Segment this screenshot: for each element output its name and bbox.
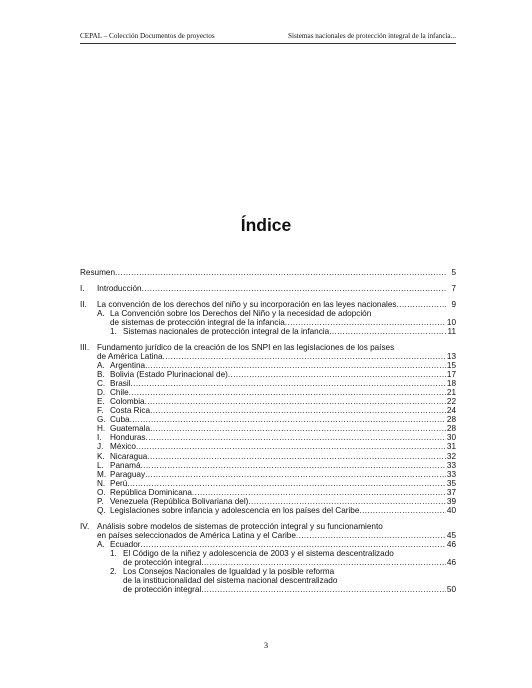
toc-entry-page: 7: [451, 283, 456, 293]
toc-entry-number: 1.: [110, 327, 117, 337]
toc-entry-page: 39: [446, 496, 456, 506]
toc-entry-line: [80, 567, 456, 576]
dot-leader: [192, 488, 446, 497]
dot-leader: [201, 585, 446, 594]
toc-entry-title: Bolivia (Estado Plurinacional de): [110, 370, 228, 380]
toc-entry-line: [80, 497, 456, 506]
toc-entry-title: Perú: [110, 478, 128, 488]
toc-entry-line: [80, 549, 456, 558]
toc-entry-page: 28: [446, 424, 456, 434]
toc-entry-line: [80, 488, 456, 497]
dot-leader: [141, 461, 447, 470]
toc-entry-page: 5: [451, 268, 456, 277]
toc-entry-title: Paraguay: [110, 469, 146, 479]
toc-entry-number: F.: [97, 406, 104, 416]
toc-entry-title: en países seleccionados de América Latina y el Caribe: [97, 530, 296, 540]
toc-entry-title: Análisis sobre modelos de sistemas de protección integral y su funcionamiento: [97, 521, 383, 531]
toc-entry-page: 30: [446, 433, 456, 443]
toc-entry-number: [110, 558, 123, 567]
toc-entry-line: [80, 318, 456, 327]
toc-entry-title: Guatemala: [110, 424, 151, 434]
toc-entry-title: La convención de los derechos del niño y su incorporación en las leyes nacionales: [97, 299, 397, 309]
toc-entry-number: [110, 576, 123, 585]
toc-entry-number: G.: [97, 415, 106, 425]
toc-entry-line: [80, 397, 456, 406]
toc-entry-page: 46: [446, 557, 456, 567]
toc-entry-line: [80, 327, 456, 336]
toc-entry-number: I.: [97, 433, 102, 443]
dot-leader: [329, 327, 446, 336]
header-left: CEPAL – Colección Documentos de proyectos: [80, 32, 215, 40]
toc-entry-title: Honduras: [110, 433, 146, 443]
running-header: [80, 31, 456, 44]
toc-entry-title: Costa Rica: [110, 406, 151, 416]
dot-leader: [397, 300, 447, 309]
toc-entry-page: 50: [446, 585, 456, 595]
toc-entry-page: 17: [446, 370, 456, 380]
toc-entry-number: P.: [97, 496, 104, 506]
toc-entry-page: 15: [446, 361, 456, 371]
header-right: Sistemas nacionales de protección integral de la infancia...: [287, 32, 456, 40]
toc-entry-number: J.: [97, 442, 104, 452]
toc-entry-page: 11: [447, 327, 456, 337]
toc-entry-page: 13: [446, 352, 456, 361]
toc-entry-title: Colombia: [110, 397, 145, 407]
toc-entry-number: N.: [97, 478, 106, 488]
toc-entry-line: [80, 531, 456, 540]
toc-entry-line: [80, 540, 456, 549]
toc-entry-line: [80, 379, 456, 388]
toc-entry-title: Cuba: [110, 415, 130, 425]
dot-leader: [129, 388, 446, 397]
page-title: Índice: [240, 215, 292, 235]
toc-entry-title: Introducción: [97, 283, 142, 293]
toc-entry-page: 28: [446, 415, 456, 425]
toc-entry-title: Chile: [110, 388, 129, 398]
toc-entry-page: 33: [446, 469, 456, 479]
dot-leader: [127, 479, 446, 488]
toc-entry-line: [80, 300, 456, 309]
toc-entry-line: [80, 424, 456, 433]
toc-entry-number: [97, 318, 110, 327]
toc-entry-line: [80, 470, 456, 479]
toc-entry-page: 22: [446, 397, 456, 407]
dot-leader: [130, 415, 446, 424]
dot-leader: [146, 433, 446, 442]
toc-entry-title: Venezuela (República Bolivariana del): [110, 496, 249, 506]
toc-entry-line: [80, 352, 456, 361]
dot-leader: [201, 558, 446, 567]
toc-entry-title: de América Latina: [97, 352, 163, 361]
toc-entry-title: El Código de la niñez y adolescencia de 2003 y el sistema descentralizado: [123, 548, 394, 558]
toc-entry-line: [80, 415, 456, 424]
toc-entry-line: [80, 479, 456, 488]
toc-entry-title: Nicaragua: [110, 451, 148, 461]
dot-leader: [142, 284, 446, 293]
toc-entry-number: B.: [97, 370, 105, 380]
dot-leader: [228, 370, 446, 379]
toc-entry-line: [80, 585, 456, 594]
toc-entry-title: Ecuador: [110, 539, 141, 549]
dot-leader: [145, 397, 446, 406]
toc-entry-title: Los Consejos Nacionales de Igualdad y la posible reforma: [123, 566, 335, 576]
toc-entry-page: 21: [446, 388, 456, 398]
toc-entry-title: Brasil: [110, 379, 131, 389]
toc-entry-title: Panamá: [110, 460, 141, 470]
toc-entry-page: 40: [446, 505, 456, 515]
toc-entry-number: III.: [80, 342, 90, 352]
toc-entry-line: [80, 309, 456, 318]
toc-entry-number: [80, 352, 97, 361]
page-number: 3: [263, 640, 269, 650]
dot-leader: [130, 379, 446, 388]
toc-entry-number: K.: [97, 451, 105, 461]
toc-entry-number: IV.: [80, 521, 90, 531]
toc-entry-page: 10: [446, 317, 456, 327]
toc-entry-page: 46: [446, 539, 456, 549]
toc-entry-number: M.: [97, 469, 107, 479]
toc-entry-title: de protección integral: [123, 585, 202, 595]
dot-leader: [147, 452, 446, 461]
toc-entry-page: 35: [446, 478, 456, 488]
toc-entry-title: República Dominicana: [110, 487, 192, 497]
toc-entry-number: 2.: [110, 566, 117, 576]
toc-entry-title: México: [110, 442, 136, 452]
toc-entry-number: E.: [97, 397, 105, 407]
toc-entry-page: 9: [451, 299, 456, 309]
toc-entry-line: [80, 370, 456, 379]
toc-entry-line: [80, 576, 456, 585]
dot-leader: [163, 352, 446, 361]
toc-entry-page: 24: [446, 406, 456, 416]
toc-entry-line: [80, 452, 456, 461]
dot-leader: [145, 470, 446, 479]
toc-entry-page: 32: [446, 451, 456, 461]
toc-entry-number: [110, 585, 123, 594]
toc-entry-page: 33: [446, 460, 456, 470]
toc-entry-page: 31: [446, 442, 456, 452]
dot-leader: [136, 442, 446, 451]
toc-entry-number: [80, 531, 97, 540]
dot-leader: [150, 424, 446, 433]
dot-leader: [285, 318, 446, 327]
dot-leader: [145, 361, 446, 370]
dot-leader: [150, 406, 446, 415]
table-of-contents: [80, 268, 456, 594]
dot-leader: [115, 268, 446, 277]
toc-entry-line: [80, 558, 456, 567]
dot-leader: [359, 506, 446, 515]
toc-entry-line: [80, 433, 456, 442]
toc-entry-number: O.: [97, 487, 106, 497]
toc-entry-number: II.: [80, 299, 87, 309]
toc-entry-line: [80, 461, 456, 470]
toc-entry-number: H.: [97, 424, 106, 434]
toc-entry-line: [80, 506, 456, 515]
toc-entry-number: 1.: [110, 548, 117, 558]
toc-entry-page: 18: [446, 379, 456, 389]
toc-entry-line: [80, 268, 456, 277]
toc-entry-title: Resumen: [80, 268, 116, 277]
toc-entry-title: de protección integral: [123, 557, 202, 567]
toc-entry-line: [80, 522, 456, 531]
toc-entry-title: Sistemas nacionales de protección integral de la infancia: [123, 327, 330, 337]
toc-entry-title: Fundamento jurídico de la creación de los SNPI en las legislaciones de los países: [97, 342, 395, 352]
toc-entry-line: [80, 442, 456, 451]
dot-leader: [141, 540, 447, 549]
toc-entry-page: 37: [446, 487, 456, 497]
toc-entry-title: de sistemas de protección integral de la infancia: [110, 317, 285, 327]
toc-entry-page: 45: [446, 530, 456, 540]
toc-entry-line: [80, 343, 456, 352]
toc-entry-number: A.: [97, 308, 105, 318]
toc-entry-number: L.: [97, 460, 104, 470]
toc-entry-number: A.: [97, 361, 105, 371]
toc-entry-line: [80, 284, 456, 293]
toc-entry-title: La Convención sobre los Derechos del Niño y la necesidad de adopción: [110, 308, 372, 318]
toc-entry-number: Q.: [97, 505, 106, 515]
toc-entry-number: C.: [97, 379, 106, 389]
dot-leader: [296, 531, 446, 540]
toc-entry-number: I.: [80, 283, 85, 293]
toc-entry-title: Legislaciones sobre infancia y adolescencia en los países del Caribe: [110, 505, 360, 515]
toc-entry-line: [80, 388, 456, 397]
toc-entry-title: Argentina: [110, 361, 146, 371]
toc-entry-title: de la institucionalidad del sistema nacional descentralizado: [123, 576, 338, 586]
toc-entry-number: A.: [97, 539, 105, 549]
toc-entry-number: D.: [97, 388, 106, 398]
toc-entry-line: [80, 361, 456, 370]
dot-leader: [248, 497, 446, 506]
toc-entry-line: [80, 406, 456, 415]
